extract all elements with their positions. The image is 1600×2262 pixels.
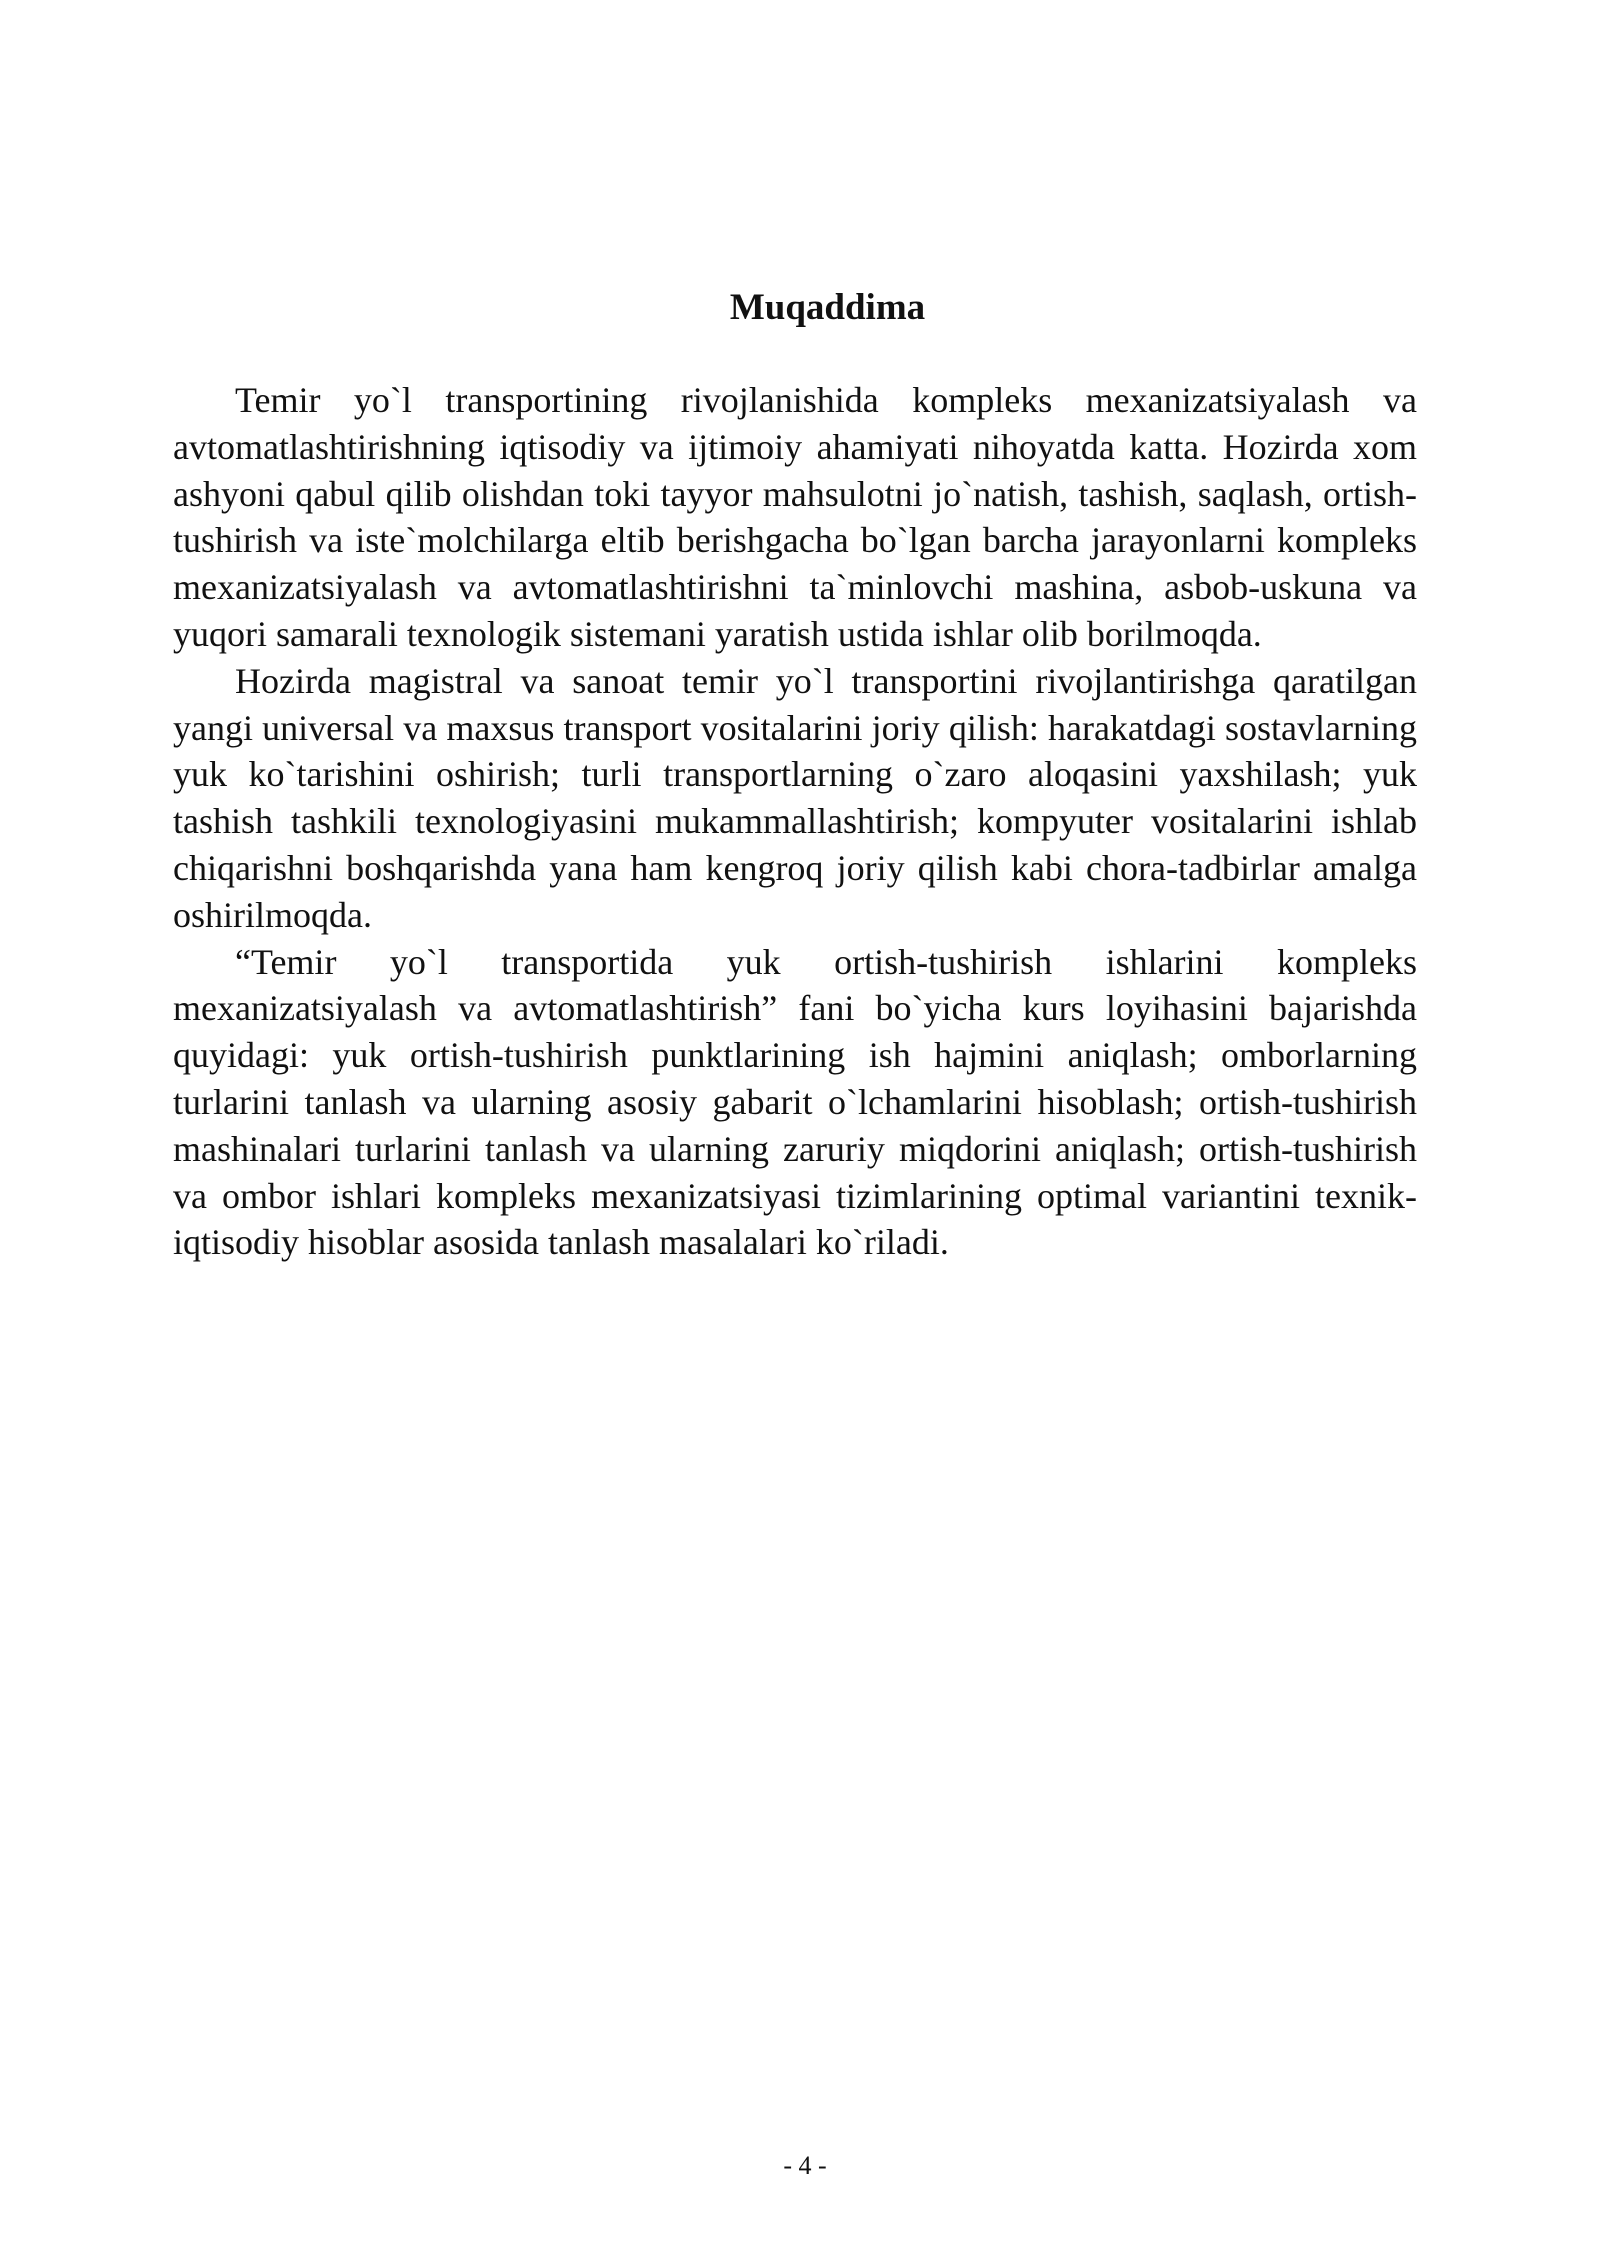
paragraph-2: Hozirda magistral va sanoat temir yo`l transportini rivojlantirishga qaratilgan yangi universal va maxsus transport vositalarini joriy qilish: harakatdagi sostavlarning yuk ko`tarishini oshirish; turli transportlarning o`zaro aloqasini yaxshilash; yuk tashish tashkili texnologiyasini mukammallashtirish; kompyuter vositalarini ishlab chiqarishni boshqarishda yana ham kengroq joriy qilish kabi chora-tadbirlar amalga oshirilmoqda.	[173, 660, 1417, 935]
paragraph-1: Temir yo`l transportining rivojlanishida kompleks mexanizatsiyalash va avtomatlashtirishning iqtisodiy va ijtimoiy ahamiyati nihoyatda katta. Hozirda xom ashyoni qabul qilib olishdan toki tayyor mahsulotni jo`natish, tashish, saqlash, ortish-tushirish va iste`molchilarga eltib berishgacha bo`lgan barcha jarayonlarni kompleks mexanizatsiyalash va avtomatlashtirishni ta`minlovchi mashina, asbob-uskuna va yuqori samarali texnologik sistemani yaratish ustida ishlar olib borilmoqda.	[173, 380, 1417, 654]
body-text	[173, 377, 1417, 1266]
paragraph-3: “Temir yo`l transportida yuk ortish-tushirish ishlarini kompleks mexanizatsiyalash va avtomatlashtirish” fani bo`yicha kurs loyihasini bajarishda quyidagi: yuk ortish-tushirish punktlarining ish hajmini aniqlash; omborlarning turlarini tanlash va ularning asosiy gabarit o`lchamlarini hisoblash; ortish-tushirish mashinalari turlarini tanlash va ularning zaruriy miqdorini aniqlash; ortish-tushirish va ombor ishlari kompleks mexanizatsiyasi tizimlarining optimal variantini texnik-iqtisodiy hisoblar asosida tanlash masalalari ko`riladi.	[173, 941, 1417, 1263]
page-title: Muqaddima	[729, 287, 926, 328]
page-number: - 4 -	[783, 2151, 827, 2180]
